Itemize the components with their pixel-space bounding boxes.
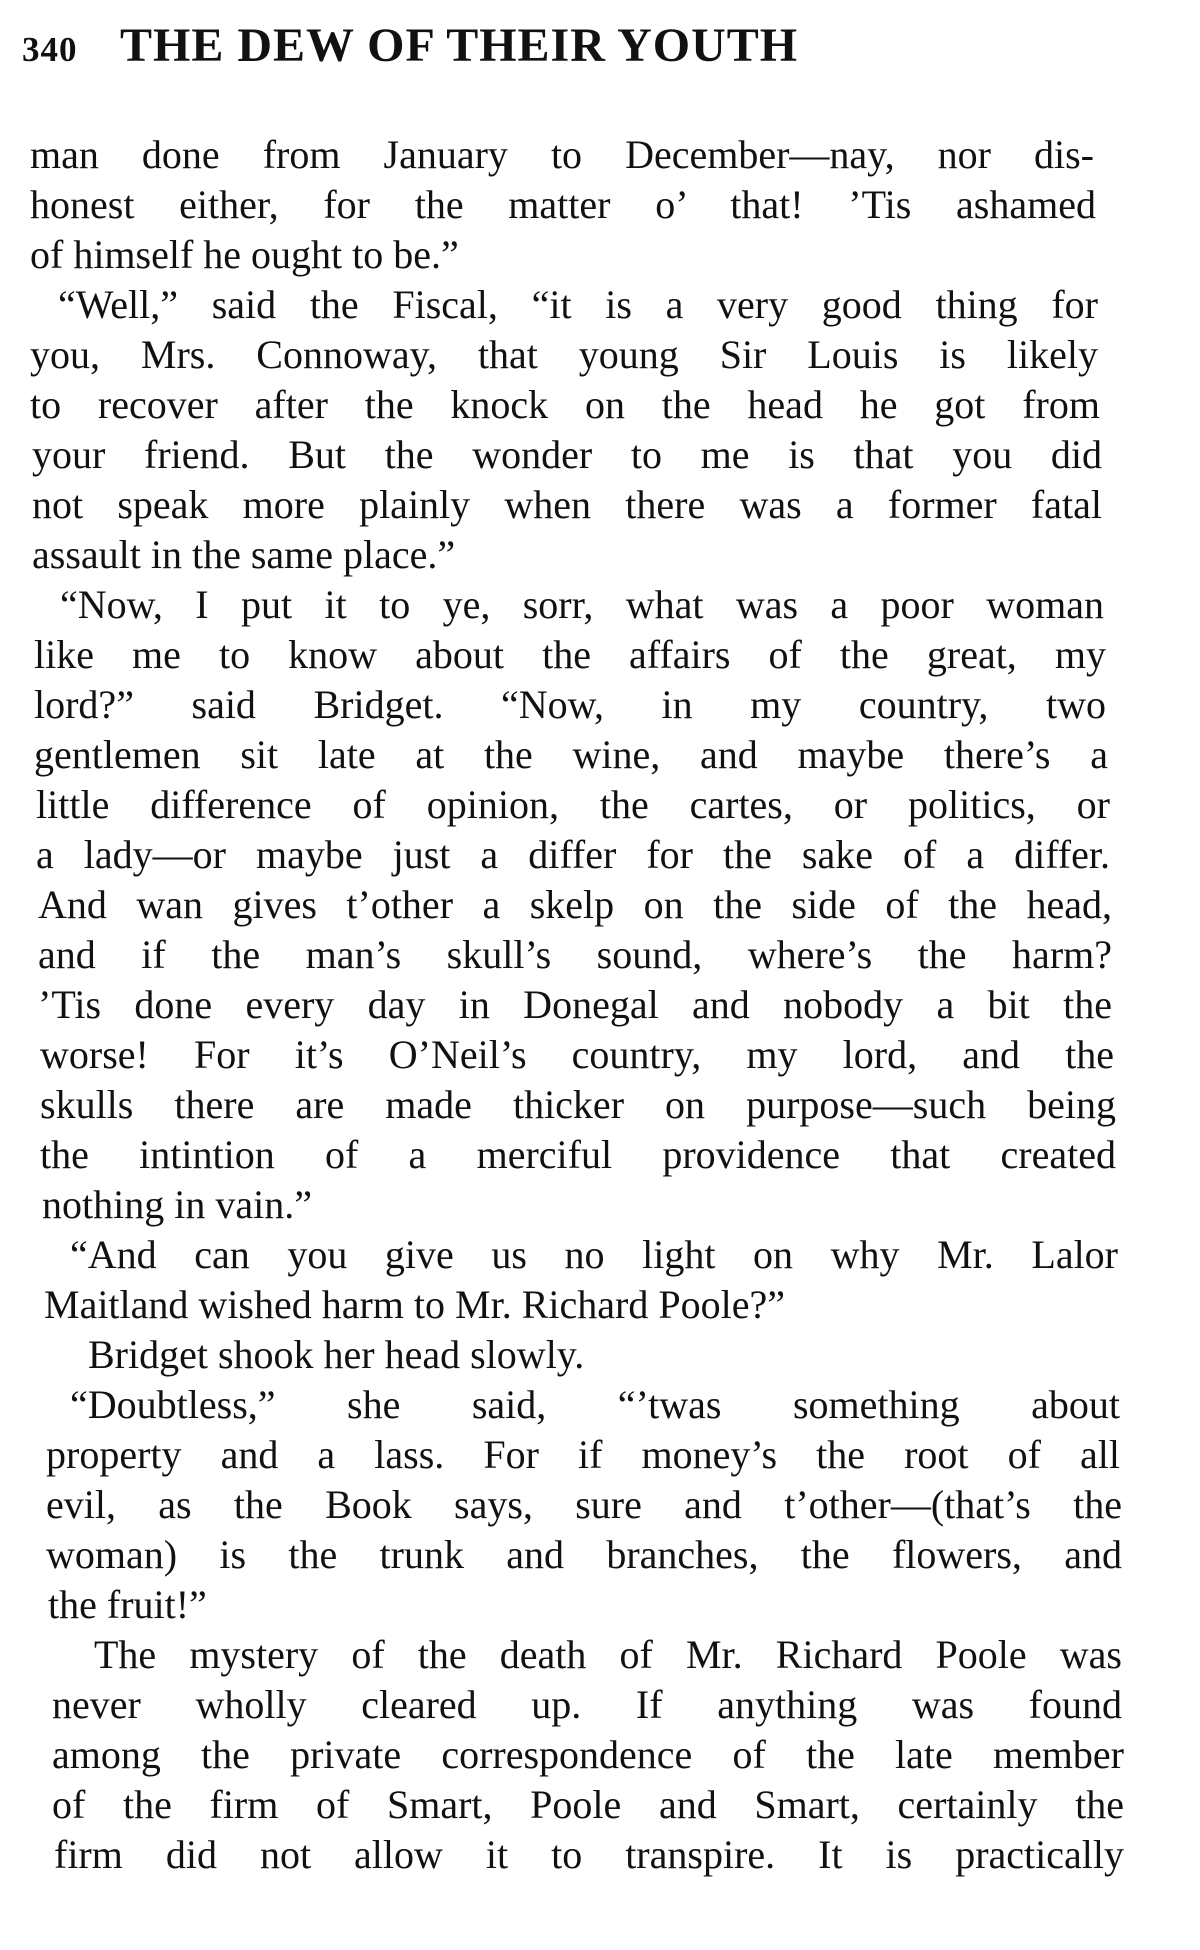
text-line: of the firm of Smart, Poole and Smart, certainly the [52, 1782, 1124, 1827]
running-head [22, 18, 1182, 88]
text-line: the fruit!” [48, 1582, 207, 1627]
text-line: evil, as the Book says, sure and t’other—(that’s the [46, 1482, 1122, 1527]
text-line: Maitland wished harm to Mr. Richard Poole?” [44, 1282, 785, 1327]
text-line: property and a lass. For if money’s the root of all [46, 1432, 1120, 1477]
text-line: ’Tis done every day in Donegal and nobody a bit the [38, 982, 1112, 1027]
text-line: the intintion of a merciful providence that created [40, 1132, 1116, 1177]
text-line: a lady—or maybe just a differ for the sake of a differ. [36, 832, 1110, 877]
text-line: not speak more plainly when there was a former fatal [32, 482, 1102, 527]
text-line: man done from January to December—nay, nor dis- [30, 132, 1094, 177]
text-line: “Doubtless,” she said, “’twas something about [70, 1382, 1120, 1427]
page-number: 340 [22, 30, 78, 69]
text-line: among the private correspondence of the late member [52, 1732, 1124, 1777]
text-line: nothing in vain.” [42, 1182, 312, 1227]
running-title: THE DEW OF THEIR YOUTH [120, 19, 799, 72]
text-line: lord?” said Bridget. “Now, in my country, two [34, 682, 1106, 727]
text-line: honest either, for the matter o’ that! ’Tis ashamed [30, 182, 1096, 227]
text-line: woman) is the trunk and branches, the flowers, and [46, 1532, 1122, 1577]
text-line: “Well,” said the Fiscal, “it is a very good thing for [58, 282, 1098, 327]
text-line: like me to know about the affairs of the great, my [34, 632, 1106, 677]
text-line: And wan gives t’other a skelp on the side of the head, [38, 882, 1112, 927]
text-line: of himself he ought to be.” [30, 232, 459, 277]
text-line: to recover after the knock on the head he got from [30, 382, 1100, 427]
text-line: gentlemen sit late at the wine, and maybe there’s a [34, 732, 1108, 777]
text-line: Bridget shook her head slowly. [88, 1332, 585, 1377]
text-line: your friend. But the wonder to me is that you did [32, 432, 1102, 477]
text-line: “Now, I put it to ye, sorr, what was a poor woman [60, 582, 1104, 627]
text-line: you, Mrs. Connoway, that young Sir Louis is likely [30, 332, 1098, 377]
text-line: firm did not allow it to transpire. It is practically [54, 1832, 1124, 1877]
text-line: skulls there are made thicker on purpose—such being [40, 1082, 1116, 1127]
text-line: “And can you give us no light on why Mr. Lalor [70, 1232, 1118, 1277]
text-line: and if the man’s skull’s sound, where’s the harm? [38, 932, 1112, 977]
text-line: little difference of opinion, the cartes, or politics, or [36, 782, 1110, 827]
text-line: The mystery of the death of Mr. Richard Poole was [94, 1632, 1122, 1677]
text-line: assault in the same place.” [32, 532, 456, 577]
text-line: never wholly cleared up. If anything was found [52, 1682, 1122, 1727]
text-line: worse! For it’s O’Neil’s country, my lord, and the [40, 1032, 1114, 1077]
